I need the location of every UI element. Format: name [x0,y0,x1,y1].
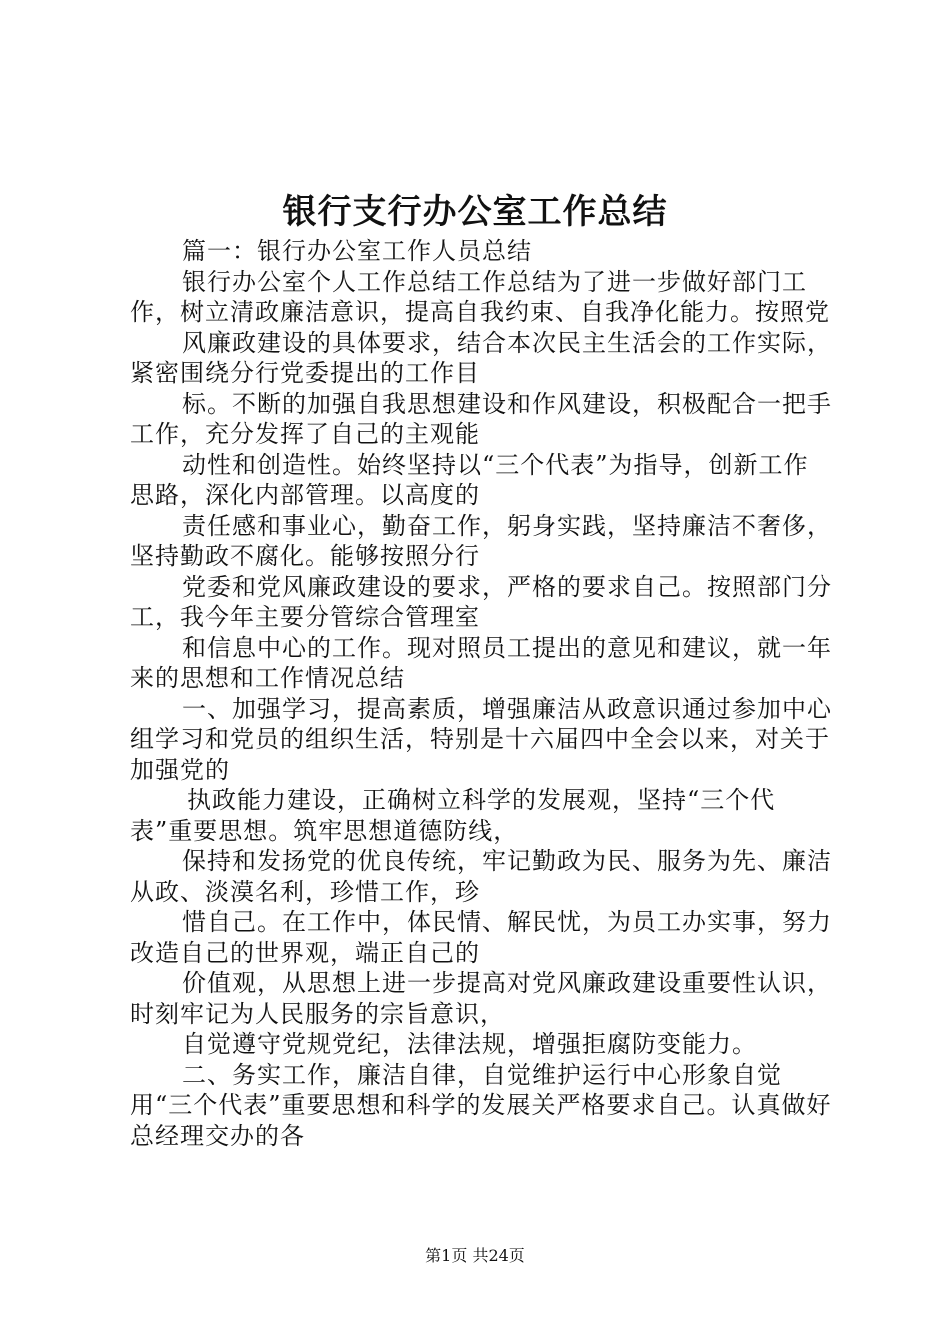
paragraph: 风廉政建设的具体要求，结合本次民主生活会的工作实际，紧密围绕分行党委提出的工作目 [130,328,832,387]
document-body [130,236,832,1151]
paragraph: 自觉遵守党规党纪，法律法规，增强拒腐防变能力。 [182,1030,757,1058]
paragraph: 篇一：银行办公室工作人员总结 [182,237,532,265]
paragraph: 一、加强学习，提高素质，增强廉洁从政意识通过参加中心组学习和党员的组织生活，特别是十六届四中全会以来，对关于加强党的 [130,694,832,784]
paragraph: 责任感和事业心，勤奋工作，躬身实践，坚持廉洁不奢侈，坚持勤政不腐化。能够按照分行 [130,511,832,570]
paragraph: 保持和发扬党的优良传统，牢记勤政为民、服务为先、廉洁从政、淡漠名利，珍惜工作，珍 [130,847,832,906]
paragraph: 标。不断的加强自我思想建设和作风建设，积极配合一把手工作，充分发挥了自己的主观能 [130,389,832,448]
paragraph: 惜自己。在工作中，体民情、解民忧，为员工办实事，努力改造自己的世界观，端正自己的 [130,908,832,967]
document-title: 银行支行办公室工作总结 [282,192,668,232]
paragraph: 价值观，从思想上进一步提高对党风廉政建设重要性认识，时刻牢记为人民服务的宗旨意识， [130,969,832,1028]
paragraph: 党委和党风廉政建设的要求，严格的要求自己。按照部门分工，我今年主要分管综合管理室 [130,572,832,631]
paragraph: 执政能力建设，正确树立科学的发展观，坚持“三个代表”重要思想。筑牢思想道德防线， [130,786,776,845]
paragraph: 动性和创造性。始终坚持以“三个代表”为指导，创新工作思路，深化内部管理。以高度的 [130,450,809,509]
page-number-footer: 第1页 共24页 [425,1246,525,1265]
paragraph: 二、务实工作，廉洁自律，自觉维护运行中心形象自觉用“三个代表”重要思想和科学的发展关严格要求自己。认真做好总经理交办的各 [130,1060,832,1150]
paragraph: 和信息中心的工作。现对照员工提出的意见和建议，就一年来的思想和工作情况总结 [130,633,832,692]
paragraph: 银行办公室个人工作总结工作总结为了进一步做好部门工作，树立清政廉洁意识，提高自我约束、自我净化能力。按照党 [130,267,830,326]
